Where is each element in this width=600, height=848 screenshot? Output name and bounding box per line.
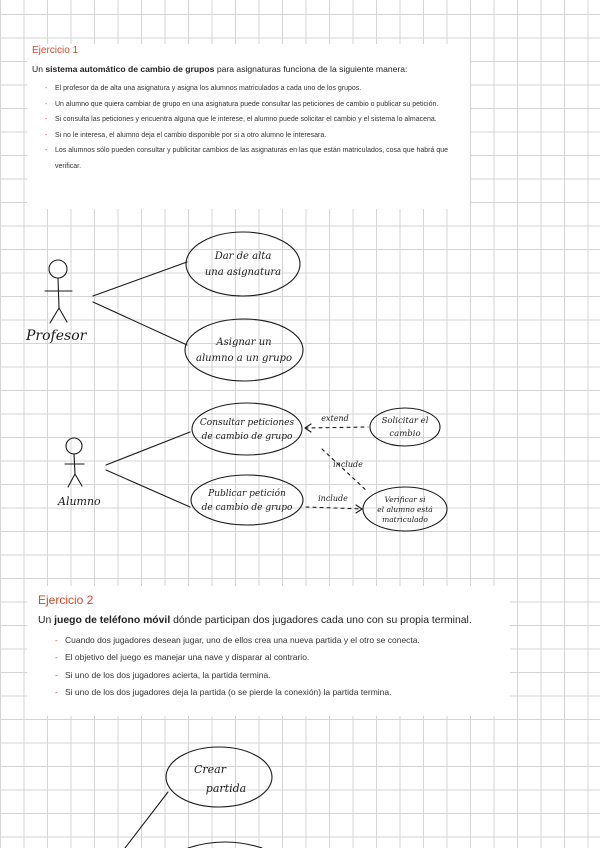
exercise-1-bullet: - Si no le interesa, el alumno deja el cambio disponible por si a otro alumno le interesara. bbox=[45, 128, 465, 144]
exercise-1-intro-pre: Un bbox=[32, 64, 46, 74]
use-case-label: Dar de alta bbox=[214, 251, 272, 262]
exercise-1-bullet: - Los alumnos sólo pueden consultar y publicitar cambios de las asignaturas en las que están matriculados, cosa que habrá que verificar. bbox=[45, 143, 465, 174]
use-case-label: una asignatura bbox=[204, 267, 282, 278]
association-line bbox=[125, 792, 168, 848]
association-line bbox=[106, 470, 190, 507]
use-case-label: Verificar si bbox=[384, 495, 426, 504]
use-case-ellipse bbox=[186, 232, 300, 296]
association-line bbox=[93, 302, 187, 345]
use-case-label: matriculado bbox=[382, 515, 428, 524]
use-case-label: cambio bbox=[389, 429, 421, 439]
use-case-label: alumno a un grupo bbox=[196, 353, 292, 364]
use-case-label: de cambio de grupo bbox=[201, 503, 293, 513]
actor-profesor-figure bbox=[45, 260, 72, 323]
exercise-2-intro-post: dónde participan dos jugadores cada uno con su propia terminal. bbox=[170, 615, 472, 626]
include-dashed-line bbox=[322, 449, 368, 492]
use-case-ellipse bbox=[191, 475, 303, 525]
use-case-ellipse bbox=[192, 403, 302, 455]
exercise-1-bullet: - El profesor da de alta una asignatura y asigna los alumnos matriculados a cada uno de los grupos. bbox=[45, 81, 465, 97]
actor-alumno-label: Alumno bbox=[58, 495, 101, 508]
association-line bbox=[93, 262, 187, 296]
use-case-label: Consultar peticiones bbox=[199, 418, 295, 428]
use-case-label: el alumno está bbox=[377, 505, 433, 514]
relationship-label: include bbox=[333, 460, 363, 469]
exercise-2-bullet: - El objetivo del juego es manejar una nave y disparar al contrario. bbox=[55, 649, 505, 666]
exercise-2-title: Ejercicio 2 bbox=[38, 593, 94, 607]
use-case-label: partida bbox=[205, 782, 247, 795]
exercise-2-bullet: - Si uno de los dos jugadores acierta, la partida termina. bbox=[55, 667, 505, 684]
exercise-2-bullet: - Cuando dos jugadores desean jugar, uno de ellos crea una nueva partida y el otro se conecta. bbox=[55, 632, 505, 649]
exercise-2-intro-bold: juego de teléfono móvil bbox=[54, 615, 171, 626]
use-case-ellipse bbox=[166, 747, 272, 807]
use-case-label: de cambio de grupo bbox=[201, 432, 293, 442]
actor-profesor-label: Profesor bbox=[26, 328, 87, 344]
relationship-label: extend bbox=[321, 414, 349, 423]
relationship-label: include bbox=[318, 494, 348, 503]
exercise-2-intro-pre: Un bbox=[38, 615, 55, 626]
extend-dashed-line bbox=[305, 427, 368, 428]
partial-use-case-ellipse bbox=[188, 842, 262, 848]
exercise-2-bullet: - Si uno de los dos jugadores deja la partida (o se pierde la conexión) la partida termina. bbox=[55, 684, 505, 701]
use-case-label: Asignar un bbox=[216, 337, 272, 348]
use-case-label: Publicar petición bbox=[208, 489, 286, 499]
exercise-1-intro-bold: sistema automático de cambio de grupos bbox=[45, 64, 215, 74]
use-case-ellipse bbox=[370, 408, 440, 446]
exercise-1-title: Ejercicio 1 bbox=[32, 45, 79, 56]
exercise-1-intro-post: para asignaturas funciona de la siguiente manera: bbox=[214, 64, 408, 74]
exercise-1-bullet: - Un alumno que quiera cambiar de grupo en una asignatura puede consultar las peticiones de cambio o publicar su petición. bbox=[45, 97, 465, 113]
include-dashed-line bbox=[306, 507, 362, 509]
actor-alumno-figure bbox=[65, 438, 84, 487]
use-case-ellipse bbox=[185, 319, 303, 381]
association-line bbox=[106, 432, 190, 465]
use-case-label: Crear bbox=[193, 763, 227, 776]
use-case-label: Solicitar el bbox=[381, 416, 429, 426]
exercise-1-bullet: - Si consulta las peticiones y encuentra alguna que le interese, el alumno puede solicitar el cambio y el sistema lo almacena. bbox=[45, 112, 465, 128]
